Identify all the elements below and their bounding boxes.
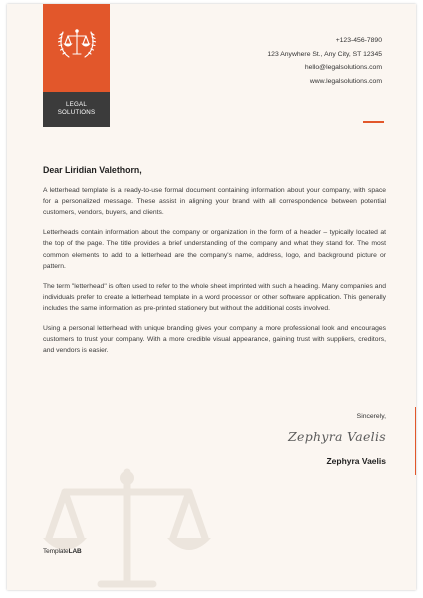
- body-paragraph-3: The term "letterhead" is often used to refer to the whole sheet imprinted with such a heading. Many companies and individuals prefer to create a letterhead template in a word processor or other software application. This generally includes the same information as pre-printed stationery but without the additional costs involved.: [43, 282, 386, 313]
- scales-of-justice-laurel-icon: [57, 24, 97, 62]
- letter-greeting: Dear Liridian Valethorn,: [43, 165, 142, 175]
- contact-block: [267, 34, 382, 88]
- brand-prefix: Template: [43, 548, 69, 555]
- contact-accent-bar: [363, 121, 384, 123]
- contact-phone: +123-456-7890: [335, 37, 382, 44]
- logo-text-panel: [43, 92, 110, 127]
- handwritten-signature: Zephyra Vaelis: [288, 429, 386, 444]
- company-logo: [43, 4, 110, 127]
- body-paragraph-2: Letterheads contain information about the company or organization in the form of a header – typically located at the top of the page. The title provides a brief understanding of the company and what they stand for. The most common elements to add to a letterhead are the company's name, address, logo, and background picture or pattern.: [43, 229, 386, 270]
- side-accent-bar: [415, 407, 416, 475]
- letter-page: [7, 4, 416, 590]
- contact-website: www.legalsolutions.com: [309, 77, 382, 85]
- scales-watermark-icon: [37, 466, 217, 590]
- templatelab-brand: [43, 548, 82, 555]
- logo-red-panel: [43, 4, 110, 92]
- body-paragraph-1: A letterhead template is a ready-to-use formal document containing information about your company, with space for a personalized message. These assist in aligning your brand with all correspondence between potential customers, vendors, buyers, and clients.: [43, 187, 386, 217]
- logo-line-1: LEGAL: [66, 101, 87, 108]
- contact-address: 123 Anywhere St., Any City, ST 12345: [267, 50, 382, 58]
- signer-name: Zephyra Vaelis: [326, 456, 386, 466]
- brand-suffix: LAB: [68, 548, 82, 555]
- letter-closing: Sincerely,: [356, 413, 386, 420]
- letter-body: [43, 185, 386, 365]
- contact-email: hello@legalsolutions.com: [304, 64, 382, 72]
- logo-line-2: SOLUTIONS: [57, 108, 96, 116]
- body-paragraph-4: Using a personal letterhead with unique branding gives your company a more professional look and encourages customers to trust your company. With a more credible visual appearance, gaining trust with suppliers, creditors, and vendors is easier.: [43, 324, 386, 355]
